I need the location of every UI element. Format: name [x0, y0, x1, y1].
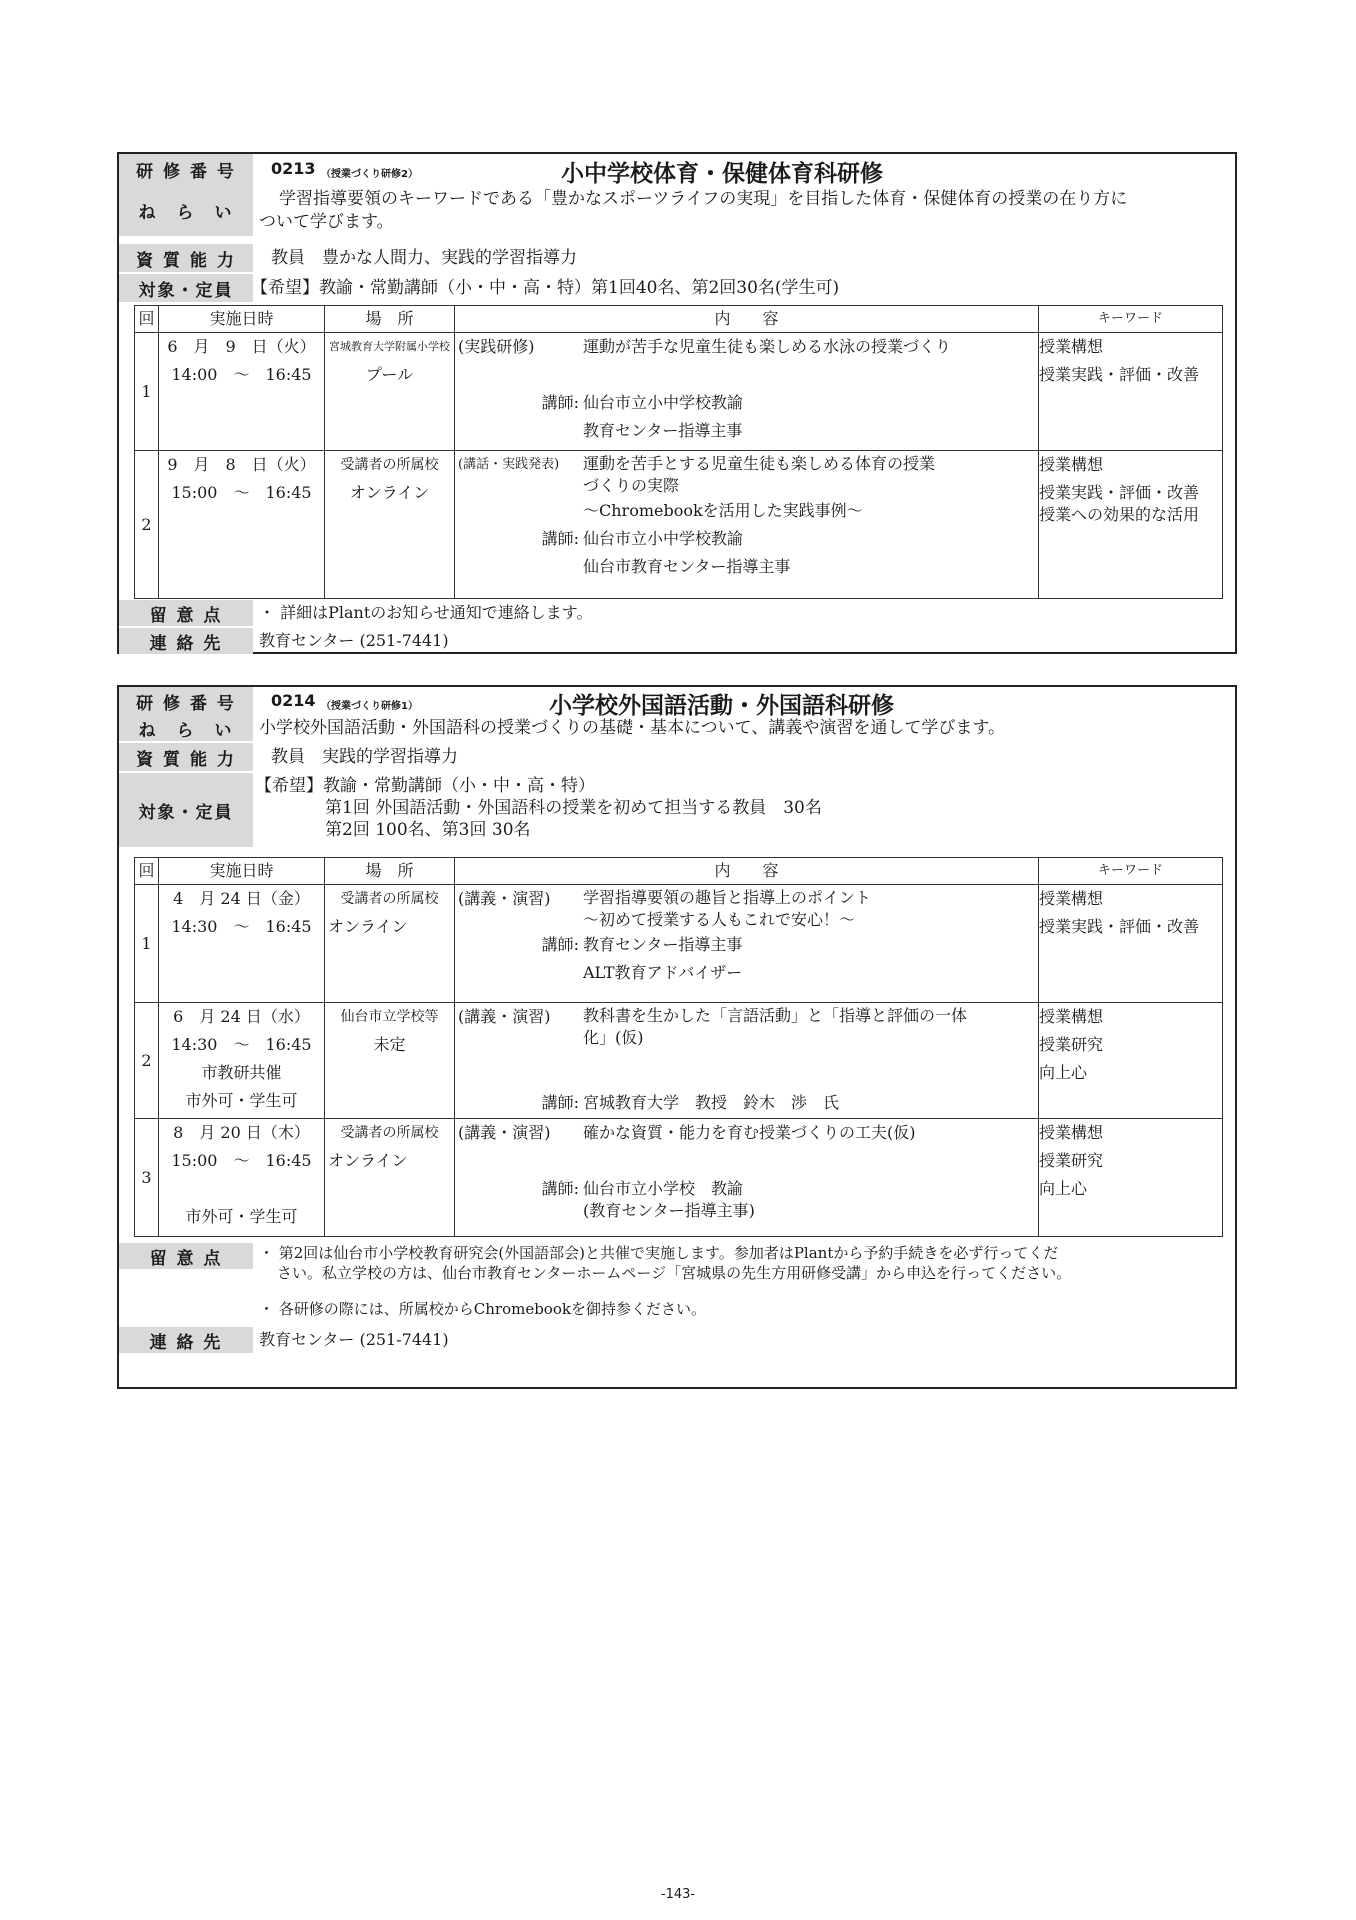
keyword: 授業実践・評価・改善 — [1039, 365, 1200, 384]
lecturer-line: ALT教育アドバイザー — [583, 963, 743, 982]
keyword: 授業への効果的な活用 — [1039, 505, 1200, 524]
header-keyword: キーワード — [1039, 306, 1223, 333]
session-content — [455, 885, 1039, 1003]
lecturer-line: 教育センター指導主事 — [583, 935, 743, 954]
content-line: ～Chromebookを活用した実践事例～ — [583, 501, 863, 520]
keyword: 授業実践・評価・改善 — [1039, 917, 1200, 936]
session-type: (実践研修) — [458, 337, 535, 356]
header-place: 場 所 — [325, 306, 455, 333]
lecturer-line: 仙台市立小学校 教諭 — [583, 1179, 744, 1198]
course-subtag: （授業づくり研修1） — [321, 701, 418, 712]
content-line: 運動を苦手とする児童生徒も楽しめる体育の授業 — [583, 454, 936, 473]
session-place-name: 受講者の所属校 — [340, 891, 439, 907]
contact-label: 連 絡 先 — [119, 628, 253, 654]
target-line: 【希望】教諭・常勤講師（小・中・高・特） — [255, 776, 595, 796]
notes-label: 留 意 点 — [119, 1243, 253, 1269]
header-date: 実施日時 — [159, 306, 325, 333]
session-no: 1 — [135, 885, 159, 1003]
course-subtag: （授業づくり研修2） — [321, 169, 418, 180]
session-keywords — [1039, 333, 1223, 451]
content-line: 教科書を生かした「言語活動」と「指導と評価の一体 — [583, 1006, 968, 1025]
ability-text: 教員 実践的学習指導力 — [271, 747, 458, 767]
lecturer-line: 仙台市立小中学校教諭 — [583, 529, 744, 548]
target-text — [255, 775, 822, 841]
session-time: 14:30 ～ 16:45 — [171, 1035, 312, 1054]
note-item: ・ 詳細はPlantのお知らせ通知で連絡します。 — [259, 603, 593, 622]
course-number: 0214 — [271, 691, 316, 710]
session-date: 4 月 24 日（金） — [173, 889, 310, 908]
course-number-label: 研 修 番 号 — [119, 154, 253, 184]
session-no: 2 — [135, 1003, 159, 1119]
content-line: づくりの実際 — [583, 476, 680, 495]
session-no: 2 — [135, 451, 159, 599]
session-time: 15:00 ～ 16:45 — [171, 483, 312, 502]
session-place-detail: オンライン — [349, 483, 430, 502]
aim-text-line1: 学習指導要領のキーワードである「豊かなスポーツライフの実現」を目指した体育・保健体育の授業の在り方に — [279, 189, 1128, 209]
lecturer-line: 仙台市立小中学校教諭 — [583, 393, 744, 412]
contact-text: 教育センター (251-7441) — [259, 631, 449, 650]
target-line: 第1回 外国語活動・外国語科の授業を初めて担当する教員 30名 — [325, 798, 822, 818]
session-place-name: 仙台市立学校等 — [340, 1009, 439, 1025]
lecturer-label: 講師: — [541, 1093, 579, 1112]
session-content — [455, 333, 1039, 451]
session-datetime — [159, 451, 325, 599]
session-place — [325, 333, 455, 451]
header-no: 回 — [135, 306, 159, 333]
table-row — [135, 885, 1223, 1003]
session-keywords — [1039, 885, 1223, 1003]
keyword: 向上心 — [1039, 1063, 1088, 1082]
aim-label: ね ら い — [119, 184, 253, 236]
session-date: 8 月 20 日（木） — [173, 1123, 310, 1142]
session-keywords — [1039, 1003, 1223, 1119]
course-title: 小中学校体育・保健体育科研修 — [561, 161, 883, 187]
session-time: 14:30 ～ 16:45 — [171, 917, 312, 936]
ability-label: 資 質 能 力 — [119, 244, 253, 272]
session-no: 1 — [135, 333, 159, 451]
keyword: 授業構想 — [1039, 1007, 1104, 1026]
session-date: 9 月 8 日（火） — [167, 455, 316, 474]
session-note: 市外可・学生可 — [185, 1207, 298, 1226]
table-row — [135, 1003, 1223, 1119]
contact-text: 教育センター (251-7441) — [259, 1330, 449, 1349]
session-type: (講義・演習) — [458, 1007, 551, 1026]
session-content — [455, 1003, 1039, 1119]
course-0213-panel — [117, 152, 1237, 654]
session-content — [455, 451, 1039, 599]
keyword: 向上心 — [1039, 1179, 1088, 1198]
lecturer-line: 宮城教育大学 教授 鈴木 渉 氏 — [583, 1093, 840, 1112]
note-item: ・ 各研修の際には、所属校からChromebookを御持参ください。 — [259, 1300, 706, 1318]
lecturer-label: 講師: — [541, 935, 579, 954]
lecturer-label: 講師: — [541, 1179, 579, 1198]
session-date: 6 月 24 日（水） — [173, 1007, 310, 1026]
session-no: 3 — [135, 1119, 159, 1237]
keyword: 授業構想 — [1039, 337, 1104, 356]
session-type: (講話・実践発表) — [458, 457, 560, 472]
notes-label: 留 意 点 — [119, 600, 253, 626]
target-label: 対象・定員 — [119, 274, 253, 302]
table-row — [135, 1119, 1223, 1237]
header-place: 場 所 — [325, 858, 455, 885]
target-text: 【希望】教諭・常勤講師（小・中・高・特）第1回40名、第2回30名(学生可) — [251, 278, 840, 298]
table-row — [135, 333, 1223, 451]
session-place — [325, 885, 455, 1003]
aim-text: 小学校外国語活動・外国語科の授業づくりの基礎・基本について、講義や演習を通して学びます。 — [259, 718, 1005, 738]
course-0214-panel — [117, 685, 1237, 1389]
header-date: 実施日時 — [159, 858, 325, 885]
session-place — [325, 1119, 455, 1237]
session-time: 15:00 ～ 16:45 — [171, 1151, 312, 1170]
keyword: 授業実践・評価・改善 — [1039, 483, 1200, 502]
session-datetime — [159, 1003, 325, 1119]
content-line: 確かな資質・能力を育む授業づくりの工夫(仮) — [583, 1123, 916, 1142]
course-title: 小学校外国語活動・外国語科研修 — [549, 693, 894, 719]
session-type: (講義・演習) — [458, 1123, 551, 1142]
table-row — [135, 451, 1223, 599]
lecturer-label: 講師: — [541, 529, 579, 548]
ability-text: 教員 豊かな人間力、実践的学習指導力 — [271, 248, 577, 268]
session-place-detail: オンライン — [328, 1151, 408, 1170]
header-keyword: キーワード — [1039, 858, 1223, 885]
lecturer-line: 教育センター指導主事 — [583, 421, 743, 440]
session-place-detail: 未定 — [373, 1035, 406, 1054]
session-datetime — [159, 885, 325, 1003]
note-item — [259, 1243, 1071, 1283]
keyword: 授業研究 — [1039, 1035, 1104, 1054]
header-content: 内 容 — [455, 858, 1039, 885]
schedule-table — [134, 305, 1223, 599]
keyword: 授業研究 — [1039, 1151, 1104, 1170]
session-keywords — [1039, 1119, 1223, 1237]
keyword: 授業構想 — [1039, 889, 1104, 908]
aim-text-line2: ついて学びます。 — [259, 212, 394, 232]
table-header-row — [135, 306, 1223, 333]
header-content: 内 容 — [455, 306, 1039, 333]
session-time: 14:00 ～ 16:45 — [171, 365, 312, 384]
session-note: 市教研共催 — [201, 1063, 282, 1082]
target-label: 対象・定員 — [119, 773, 253, 847]
lecturer-line: (教育センター指導主事) — [583, 1201, 755, 1220]
course-number: 0213 — [271, 159, 316, 178]
lecturer-line: 仙台市教育センター指導主事 — [583, 557, 791, 576]
aim-label: ね ら い — [119, 715, 253, 741]
keyword: 授業構想 — [1039, 1123, 1104, 1142]
session-type: (講義・演習) — [458, 889, 551, 908]
ability-label: 資 質 能 力 — [119, 743, 253, 771]
session-place-detail: オンライン — [328, 917, 408, 936]
note-line: さい。私立学校の方は、仙台市教育センターホームページ「宮城県の先生方用研修受講」から申込を行ってください。 — [277, 1264, 1072, 1282]
keyword: 授業構想 — [1039, 455, 1104, 474]
session-datetime — [159, 1119, 325, 1237]
session-keywords — [1039, 451, 1223, 599]
schedule-table — [134, 857, 1223, 1237]
session-datetime — [159, 333, 325, 451]
content-line: 学習指導要領の趣旨と指導上のポイント — [583, 888, 872, 907]
table-header-row — [135, 858, 1223, 885]
target-line: 第2回 100名、第3回 30名 — [325, 820, 531, 840]
session-place-detail: プール — [365, 365, 414, 384]
session-place-name: 受講者の所属校 — [340, 457, 439, 473]
session-place-name: 受講者の所属校 — [340, 1125, 439, 1141]
contact-label: 連 絡 先 — [119, 1327, 253, 1353]
course-number-label: 研 修 番 号 — [119, 687, 253, 715]
session-place-name: 宮城教育大学附属小学校 — [329, 340, 450, 353]
content-line: 化」(仮) — [583, 1028, 644, 1047]
session-date: 6 月 9 日（火） — [167, 337, 316, 356]
content-line: ～初めて授業する人もこれで安心！～ — [583, 910, 856, 929]
lecturer-label: 講師: — [541, 393, 579, 412]
session-place — [325, 451, 455, 599]
page-number: -143- — [660, 1887, 696, 1902]
session-place — [325, 1003, 455, 1119]
content-line: 運動が苦手な児童生徒も楽しめる水泳の授業づくり — [583, 337, 952, 356]
header-no: 回 — [135, 858, 159, 885]
session-note: 市外可・学生可 — [185, 1091, 298, 1110]
session-content — [455, 1119, 1039, 1237]
note-line: ・ 第2回は仙台市小学校教育研究会(外国語部会)と共催で実施します。参加者はPlantから予約手続きを必ず行ってくだ — [259, 1244, 1059, 1262]
